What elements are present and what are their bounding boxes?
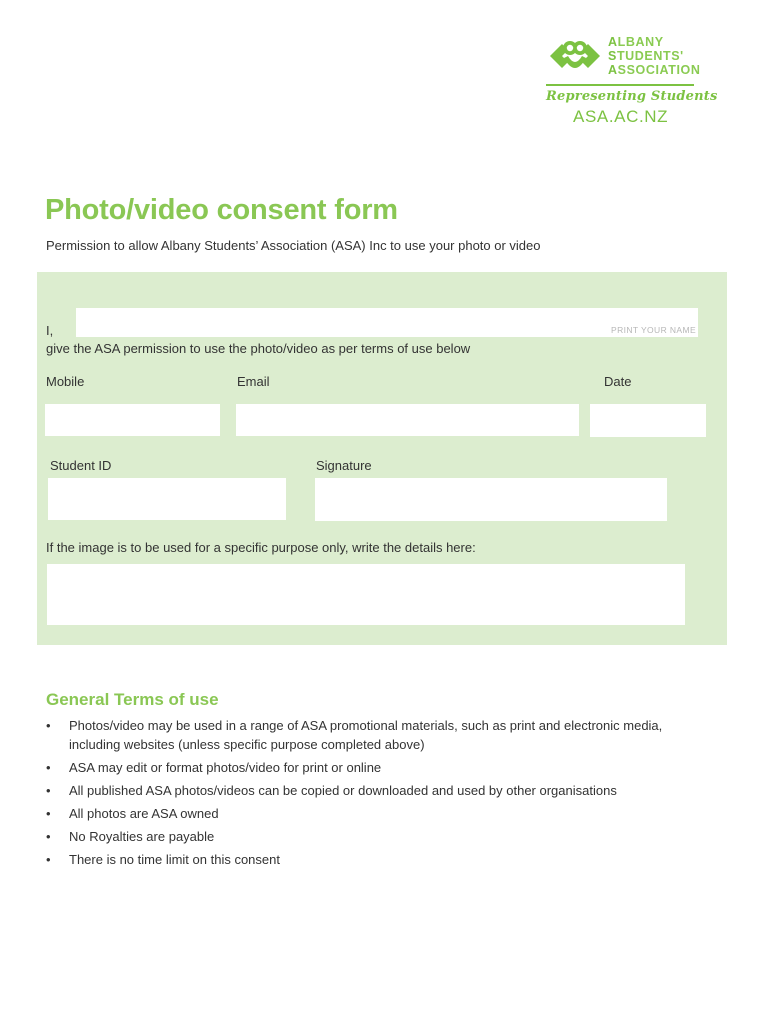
specific-purpose-label: If the image is to be used for a specific purpose only, write the details here: — [46, 540, 476, 555]
mobile-label: Mobile — [46, 374, 85, 389]
signature-box[interactable] — [315, 478, 667, 521]
logo-text-association: ASSOCIATION — [608, 63, 701, 77]
terms-item: • No Royalties are payable — [46, 829, 215, 844]
student-id-input[interactable] — [48, 478, 286, 520]
terms-item-continuation: including websites (unless specific purpose completed above) — [69, 737, 425, 752]
terms-item: • All photos are ASA owned — [46, 806, 219, 821]
date-label: Date — [604, 374, 632, 389]
name-input[interactable] — [76, 308, 698, 337]
name-input-hint: PRINT YOUR NAME — [611, 325, 697, 335]
terms-item: • All published ASA photos/videos can be copied or downloaded and used by other organisations — [46, 783, 617, 798]
site-url: ASA.AC.NZ — [573, 107, 669, 126]
bullet-icon: • — [46, 806, 51, 821]
signature-label: Signature — [316, 458, 372, 473]
asa-koru-icon — [546, 34, 604, 78]
i-label: I, — [46, 323, 54, 338]
bullet-icon: • — [46, 718, 51, 733]
logo-text-albany: ALBANY — [608, 35, 664, 49]
specific-purpose-input[interactable] — [47, 564, 685, 625]
logo-divider — [546, 84, 694, 86]
permission-statement: give the ASA permission to use the photo/video as per terms of use below — [46, 341, 471, 356]
terms-item: • Photos/video may be used in a range of ASA promotional materials, such as print and electronic media, — [46, 718, 663, 733]
page-subtitle: Permission to allow Albany Students’ Association (ASA) Inc to use your photo or video — [46, 238, 541, 253]
email-label: Email — [237, 374, 270, 389]
bullet-icon: • — [46, 852, 51, 867]
logo-tagline: Representing Students — [546, 89, 718, 104]
date-input[interactable] — [590, 404, 706, 437]
bullet-icon: • — [46, 783, 51, 798]
logo-text-students: STUDENTS' — [608, 49, 684, 63]
bullet-icon: • — [46, 829, 51, 844]
email-input[interactable] — [236, 404, 579, 436]
page-title: Photo/video consent form — [45, 194, 398, 226]
bullet-icon: • — [46, 760, 51, 775]
terms-item: • There is no time limit on this consent — [46, 852, 280, 867]
terms-item: • ASA may edit or format photos/video for print or online — [46, 760, 382, 775]
student-id-label: Student ID — [50, 458, 112, 473]
terms-list — [46, 716, 736, 873]
mobile-input[interactable] — [45, 404, 220, 436]
terms-heading: General Terms of use — [46, 690, 219, 709]
